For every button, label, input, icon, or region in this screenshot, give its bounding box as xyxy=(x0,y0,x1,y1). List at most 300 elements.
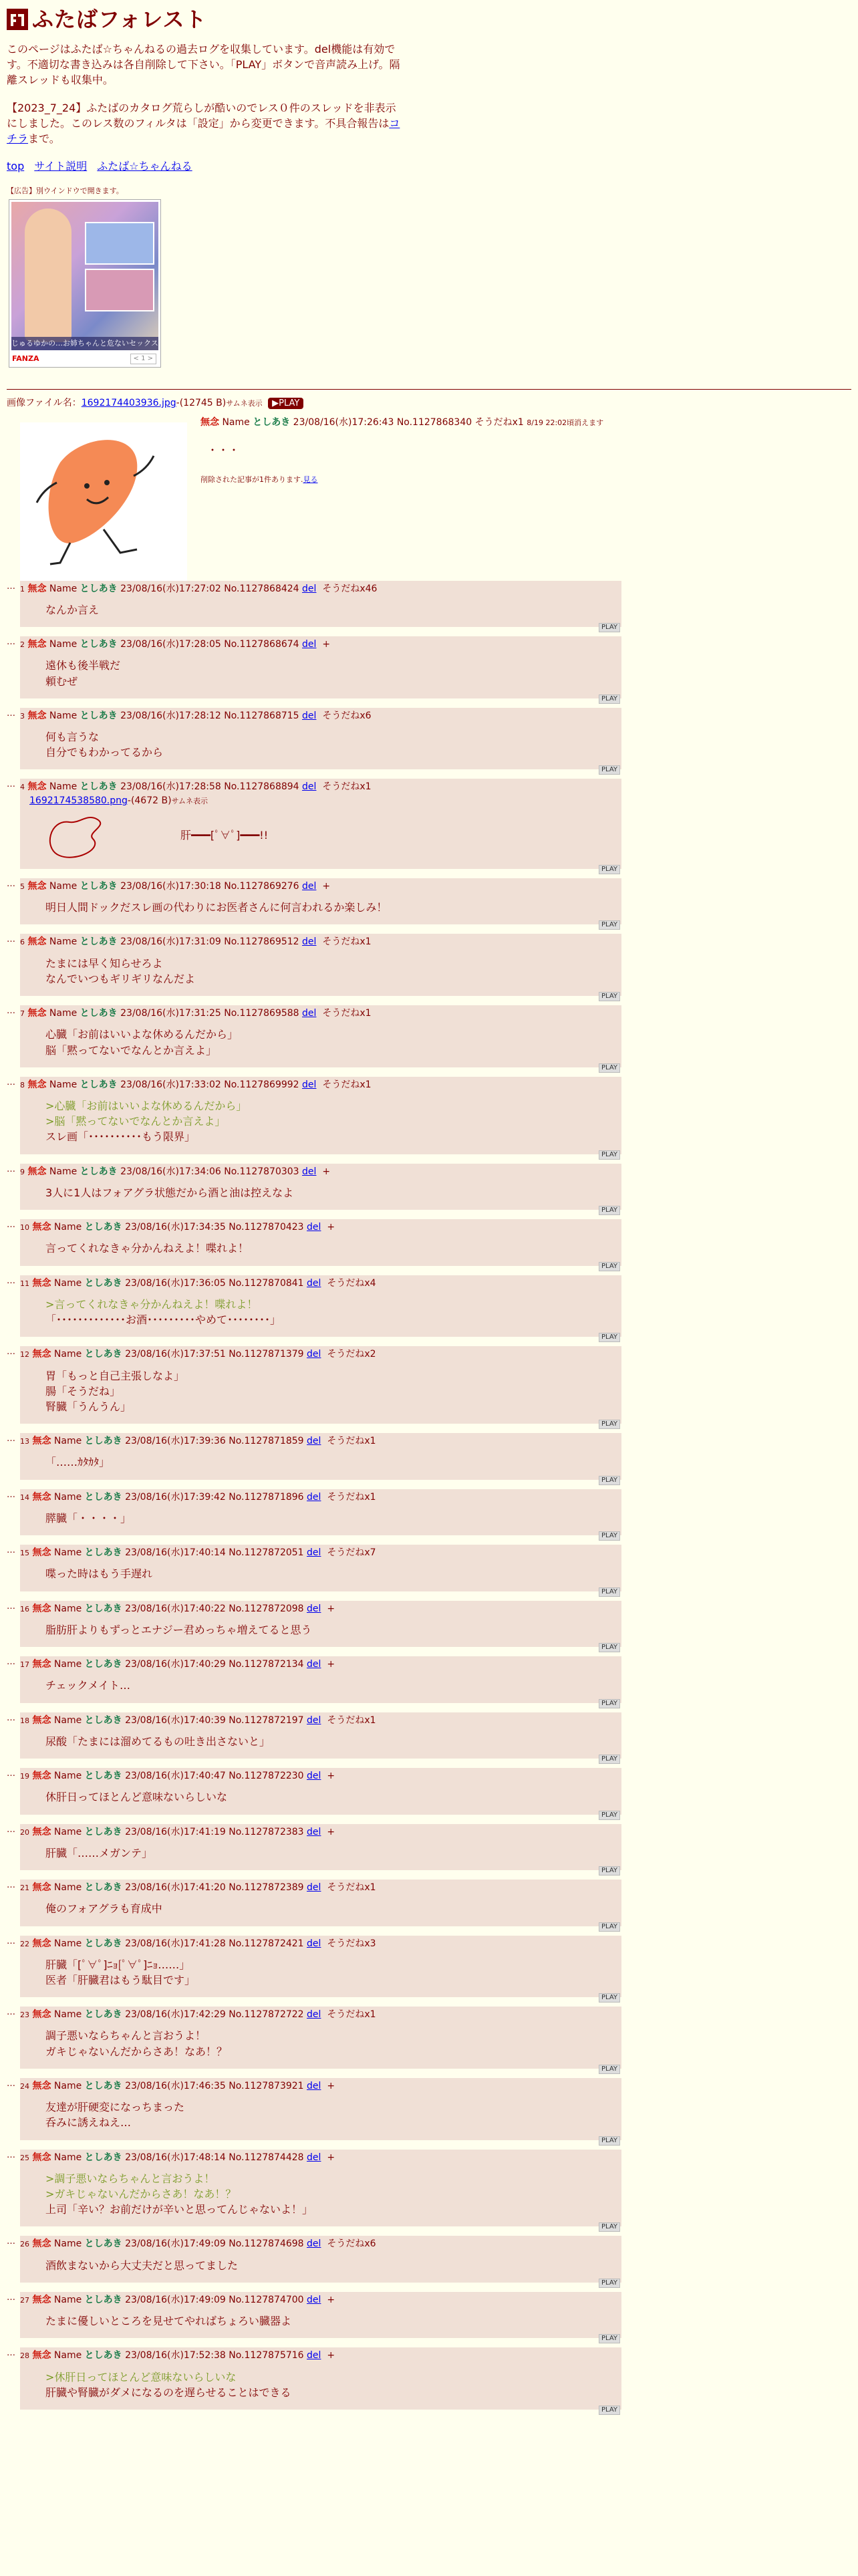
reply-play-button[interactable]: PLAY xyxy=(599,1699,620,1708)
reply-header: 21 無念 Name としあき 23/08/16(水)17:41:20 No.1127872389 del そうだねx1 xyxy=(20,1882,376,1894)
reply-body: 3人に1人はフォアグラ状態だから酒と油は控えなよ xyxy=(45,1186,294,1199)
reply-menu-icon[interactable]: … xyxy=(7,1936,15,1946)
reply-play-button[interactable]: PLAY xyxy=(599,2136,620,2146)
del-link[interactable]: del xyxy=(307,2238,321,2250)
del-link[interactable]: del xyxy=(302,781,317,793)
reply-no[interactable]: No.1127868424 xyxy=(224,583,299,594)
reply-play-button[interactable]: PLAY xyxy=(599,2065,620,2074)
reply-post xyxy=(20,636,621,702)
reply-post xyxy=(20,1880,621,1930)
reply-play-button[interactable]: PLAY xyxy=(599,1476,620,1485)
soudane-button[interactable]: そうだねx3 xyxy=(327,1938,376,1949)
soudane-button[interactable]: そうだねx1 xyxy=(322,781,372,793)
reply-number: 24 xyxy=(20,2081,29,2091)
reply-menu-icon[interactable]: … xyxy=(7,2007,15,2018)
reply-header: 3 無念 Name としあき 23/08/16(水)17:28:12 No.1127868715 del そうだねx6 xyxy=(20,710,372,721)
reply-body: 休肝日ってほとんど意味ないらしいな xyxy=(45,1791,228,1804)
del-link[interactable]: del xyxy=(307,1659,321,1670)
reply-post xyxy=(20,2292,621,2343)
reply-header: 17 無念 Name としあき 23/08/16(水)17:40:29 No.1127872134 del + xyxy=(20,1659,335,1670)
reply-menu-icon[interactable]: … xyxy=(7,637,15,648)
reply-post xyxy=(20,581,621,632)
reply-number: 16 xyxy=(20,1604,29,1614)
reply-post xyxy=(20,1346,621,1428)
reply-play-button[interactable]: PLAY xyxy=(599,1643,620,1652)
soudane-button[interactable]: そうだねx2 xyxy=(327,1349,376,1360)
reply-play-button[interactable]: PLAY xyxy=(599,1063,620,1073)
soudane-button[interactable]: + xyxy=(327,2350,335,2361)
soudane-button[interactable]: + xyxy=(327,2152,335,2163)
reply-menu-icon[interactable]: … xyxy=(7,1769,15,1779)
page xyxy=(0,1,858,2419)
reply-menu-icon[interactable]: … xyxy=(7,2150,15,2160)
reply-header: 16 無念 Name としあき 23/08/16(水)17:40:22 No.1127872098 del + xyxy=(20,1603,335,1614)
reply-header: 10 無念 Name としあき 23/08/16(水)17:34:35 No.1127870423 del + xyxy=(20,1222,335,1233)
reply-post xyxy=(20,1936,621,2002)
site-header xyxy=(7,1,851,37)
del-link[interactable]: del xyxy=(307,2152,321,2163)
reply-row xyxy=(7,1824,621,1880)
soudane-button[interactable]: + xyxy=(322,639,331,650)
reply-body: 酒飲まないから大丈夫だと思ってました xyxy=(45,2259,239,2272)
reply-row xyxy=(7,1656,621,1712)
reply-body: 調子悪いならちゃんと言おうよ！ ガキじゃないんだからさあ！なあ！？ xyxy=(45,2029,228,2058)
reply-header: 11 無念 Name としあき 23/08/16(水)17:36:05 No.1127870841 del そうだねx4 xyxy=(20,1277,376,1289)
reply-number: 21 xyxy=(20,1884,29,1893)
reply-datetime: 23/08/16(水)17:40:29 xyxy=(125,1659,226,1670)
reply-play-button[interactable]: PLAY xyxy=(599,694,620,704)
reply-body: 喋った時はもう手遅れ xyxy=(45,1567,153,1581)
reply-datetime: 23/08/16(水)17:30:18 xyxy=(120,880,221,892)
reply-play-button[interactable]: PLAY xyxy=(599,765,620,775)
ad-brand-logo: FANZA xyxy=(12,354,39,364)
reply-file-line: 1692174538580.png-(4672 B)サムネ表示 xyxy=(29,795,208,806)
del-link[interactable]: del xyxy=(307,1547,321,1559)
reply-header: 2 無念 Name としあき 23/08/16(水)17:28:05 No.1127868674 del + xyxy=(20,639,331,650)
reply-datetime: 23/08/16(水)17:27:02 xyxy=(120,583,221,594)
reply-play-button[interactable]: PLAY xyxy=(599,2222,620,2232)
reply-number: 11 xyxy=(20,1279,29,1288)
del-link[interactable]: del xyxy=(307,2350,321,2361)
del-link[interactable]: del xyxy=(307,1714,321,1726)
reply-no[interactable]: No.1127869276 xyxy=(224,880,299,892)
reply-datetime: 23/08/16(水)17:40:22 xyxy=(125,1603,226,1614)
reply-menu-icon[interactable]: … xyxy=(7,878,15,889)
reply-play-button[interactable]: PLAY xyxy=(599,920,620,930)
reply-body: 肝臓「[ﾟ∀ﾟ]ﾆｮ[ﾟ∀ﾟ]ﾆｮ……」 医者「肝臓君はもう駄目です」 xyxy=(45,1958,196,1986)
reply-no[interactable]: No.1127870841 xyxy=(229,1277,304,1289)
reply-play-button[interactable]: PLAY xyxy=(599,1420,620,1429)
reply-menu-icon[interactable]: … xyxy=(7,1164,15,1174)
reply-menu-icon[interactable]: … xyxy=(7,2078,15,2089)
soudane-button[interactable]: そうだねx1 xyxy=(322,1079,372,1090)
del-link[interactable]: del xyxy=(307,2009,321,2021)
reply-number: 23 xyxy=(20,2011,29,2020)
reply-datetime: 23/08/16(水)17:31:09 xyxy=(120,936,221,948)
del-link[interactable]: del xyxy=(302,639,317,650)
reply-body: >言ってくれなきゃ分かんねえよ！喋れよ！ 「･････････････お酒･････････やめて････････」 xyxy=(20,1290,621,1337)
nav-about-link[interactable]: サイト説明 xyxy=(34,160,88,173)
soudane-button[interactable]: そうだねx4 xyxy=(327,1277,376,1289)
reply-row xyxy=(7,1005,621,1077)
reply-number: 13 xyxy=(20,1437,29,1446)
reply-datetime: 23/08/16(水)17:34:06 xyxy=(120,1166,221,1177)
soudane-button[interactable]: そうだねx46 xyxy=(322,583,378,594)
reply-post xyxy=(20,1768,621,1819)
soudane-button[interactable]: そうだねx6 xyxy=(327,2238,376,2250)
reply-body: 遠休も後半戦だ 頼むぜ xyxy=(45,659,121,688)
reply-datetime: 23/08/16(水)17:42:29 xyxy=(125,2009,226,2021)
reply-header: 26 無念 Name としあき 23/08/16(水)17:49:09 No.1127874698 del そうだねx6 xyxy=(20,2238,376,2250)
reply-no[interactable]: No.1127868894 xyxy=(224,781,299,793)
reply-play-button[interactable]: PLAY xyxy=(599,1866,620,1876)
reply-menu-icon[interactable]: … xyxy=(7,1601,15,1612)
nav-futaba-link[interactable]: ふたば☆ちゃんねる xyxy=(97,160,192,173)
reply-row xyxy=(7,636,621,708)
reply-header: 6 無念 Name としあき 23/08/16(水)17:31:09 No.1127869512 del そうだねx1 xyxy=(20,936,372,948)
reply-play-button[interactable]: PLAY xyxy=(599,865,620,874)
reply-no[interactable]: No.1127872383 xyxy=(229,1826,304,1837)
reply-row xyxy=(7,878,621,934)
reply-menu-icon[interactable]: … xyxy=(7,934,15,945)
reply-number: 20 xyxy=(20,1827,29,1837)
reply-header: 5 無念 Name としあき 23/08/16(水)17:30:18 No.1127869276 del + xyxy=(20,880,331,892)
reply-thumb-toggle[interactable]: サムネ表示 xyxy=(171,796,208,805)
reply-list xyxy=(7,581,621,2419)
reply-play-button[interactable]: PLAY xyxy=(599,1333,620,1342)
reply-body: >心臓「お前はいいよな休めるんだから」 >脳「黙ってないでなんとか言えよ」 スレ画「･･････････もう限界」 xyxy=(20,1091,621,1154)
reply-no[interactable]: No.1127868715 xyxy=(224,710,299,721)
del-link[interactable]: del xyxy=(302,1166,317,1177)
reply-quote: >言ってくれなきゃ分かんねえよ！喋れよ！ xyxy=(45,1297,258,1311)
op-file-line: 画像ファイル名：1692174403936.jpg-(12745 B)サムネ表示 ▶PLAY xyxy=(7,396,851,410)
reply-menu-icon[interactable]: … xyxy=(7,1275,15,1286)
del-link[interactable]: del xyxy=(307,2294,321,2305)
reply-play-button[interactable]: PLAY xyxy=(599,2406,620,2415)
reply-menu-icon[interactable]: … xyxy=(7,1006,15,1017)
del-link[interactable]: del xyxy=(307,1349,321,1360)
reply-datetime: 23/08/16(水)17:33:02 xyxy=(120,1079,221,1090)
reply-row xyxy=(7,1433,621,1489)
reply-datetime: 23/08/16(水)17:49:09 xyxy=(125,2238,226,2250)
reply-menu-icon[interactable]: … xyxy=(7,1489,15,1500)
reply-no[interactable]: No.1127872134 xyxy=(229,1659,304,1670)
op-body: ・・・ xyxy=(207,443,240,457)
del-link[interactable]: del xyxy=(307,1222,321,1233)
reply-post xyxy=(20,2007,621,2073)
reply-number: 12 xyxy=(20,1350,29,1360)
reply-datetime: 23/08/16(水)17:39:36 xyxy=(125,1436,226,1447)
reply-play-button[interactable]: PLAY xyxy=(599,2279,620,2288)
reply-datetime: 23/08/16(水)17:40:39 xyxy=(125,1714,226,1726)
reply-row xyxy=(7,1936,621,2007)
intro xyxy=(7,41,404,146)
soudane-button[interactable]: + xyxy=(327,1603,335,1614)
reply-row xyxy=(7,708,621,779)
soudane-button[interactable]: そうだねx1 xyxy=(327,1714,376,1726)
reply-no[interactable]: No.1127874698 xyxy=(229,2238,304,2250)
reply-body: 肝臓「……メガンテ」 xyxy=(45,1846,153,1859)
soudane-button[interactable]: そうだねx1 xyxy=(322,936,372,948)
reply-no[interactable]: No.1127871379 xyxy=(229,1349,304,1360)
reply-post xyxy=(20,1219,621,1270)
reply-header: 8 無念 Name としあき 23/08/16(水)17:33:02 No.1127869992 del そうだねx1 xyxy=(20,1079,372,1090)
reply-menu-icon[interactable]: … xyxy=(7,581,15,592)
soudane-button[interactable]: + xyxy=(327,1826,335,1837)
reply-menu-icon[interactable]: … xyxy=(7,1712,15,1723)
reply-menu-icon[interactable]: … xyxy=(7,2348,15,2359)
reply-header: 24 無念 Name としあき 23/08/16(水)17:46:35 No.1127873921 del + xyxy=(20,2080,335,2091)
reply-no[interactable]: No.1127872389 xyxy=(229,1882,304,1894)
reply-play-button[interactable]: PLAY xyxy=(599,1993,620,2003)
soudane-button[interactable]: + xyxy=(327,2080,335,2091)
reply-datetime: 23/08/16(水)17:34:35 xyxy=(125,1222,226,1233)
reply-number: 27 xyxy=(20,2295,29,2305)
del-link[interactable]: del xyxy=(307,2080,321,2091)
reply-play-button[interactable]: PLAY xyxy=(599,1811,620,1820)
reply-body: 膵臓「・・・・」 xyxy=(45,1511,132,1525)
reply-row xyxy=(7,1489,621,1545)
reply-no[interactable]: No.1127871896 xyxy=(229,1491,304,1503)
reply-post xyxy=(20,1545,621,1595)
reply-body: 友達が肝硬変になっちまった 呑みに誘えねえ… xyxy=(45,2101,185,2130)
nav-top-link[interactable]: top xyxy=(7,160,25,173)
reply-header: 27 無念 Name としあき 23/08/16(水)17:49:09 No.1127874700 del + xyxy=(20,2294,335,2305)
del-link[interactable]: del xyxy=(302,1008,317,1019)
op-play-button[interactable]: ▶PLAY xyxy=(268,398,303,409)
ad-label: 【広告】別ウインドウで開きます。 xyxy=(7,186,124,196)
soudane-button[interactable]: そうだねx1 xyxy=(327,1882,376,1894)
ad-pager[interactable]: < 1 > xyxy=(130,354,156,365)
reply-no[interactable]: No.1127874700 xyxy=(229,2294,304,2305)
reply-post xyxy=(20,708,621,774)
reply-menu-icon[interactable]: … xyxy=(7,1077,15,1087)
soudane-button[interactable]: そうだねx1 xyxy=(322,1008,372,1019)
reply-menu-icon[interactable]: … xyxy=(7,708,15,719)
op-soudane[interactable]: そうだねx1 xyxy=(474,416,524,428)
reply-no[interactable]: No.1127869512 xyxy=(224,936,299,948)
reply-number: 25 xyxy=(20,2153,29,2162)
reply-datetime: 23/08/16(水)17:41:20 xyxy=(125,1882,226,1894)
reply-no[interactable]: No.1127870303 xyxy=(224,1166,299,1177)
reply-no[interactable]: No.1127870423 xyxy=(229,1222,304,1233)
reply-row xyxy=(7,1545,621,1600)
reply-menu-icon[interactable]: … xyxy=(7,1347,15,1358)
reply-number: 4 xyxy=(20,783,25,792)
reply-body: 尿酸「たまには溜めてるもの吐き出さないと」 xyxy=(45,1734,271,1748)
ad-image[interactable] xyxy=(11,202,158,350)
reply-datetime: 23/08/16(水)17:46:35 xyxy=(125,2080,226,2091)
reply-play-button[interactable]: PLAY xyxy=(599,2334,620,2343)
soudane-button[interactable]: + xyxy=(327,1771,335,1782)
reply-datetime: 23/08/16(水)17:48:14 xyxy=(125,2152,226,2163)
reply-menu-icon[interactable]: … xyxy=(7,1434,15,1444)
del-link[interactable]: del xyxy=(307,1826,321,1837)
reply-post xyxy=(20,1712,621,1763)
del-link[interactable]: del xyxy=(302,880,317,892)
reply-post xyxy=(20,1164,621,1214)
reply-no[interactable]: No.1127872421 xyxy=(229,1938,304,1949)
intro-update: 【2023_7_24】ふたばのカタログ荒らしが酷いのでレス０件のスレッドを非表示にしました。このレス数のフィルタは「設定」から変更できます。不具合報告はコチラまで。 xyxy=(7,101,400,145)
reply-menu-icon[interactable]: … xyxy=(7,1657,15,1668)
reply-datetime: 23/08/16(水)17:52:38 xyxy=(125,2350,226,2361)
reply-menu-icon[interactable]: … xyxy=(7,779,15,790)
reply-body: たまに優しいところを見せてやればちょろい臓器よ xyxy=(45,2315,292,2328)
reply-menu-icon[interactable]: … xyxy=(7,2236,15,2247)
reply-header: 13 無念 Name としあき 23/08/16(水)17:39:36 No.1127871859 del そうだねx1 xyxy=(20,1436,376,1447)
reply-body: >休肝日ってほとんど意味ないらしいな 肝臓や腎臓がダメになるのを遅らせることはできる xyxy=(20,2363,621,2410)
reply-datetime: 23/08/16(水)17:28:12 xyxy=(120,710,221,721)
op-post xyxy=(7,410,851,581)
reply-datetime: 23/08/16(水)17:39:42 xyxy=(125,1491,226,1503)
reply-menu-icon[interactable]: … xyxy=(7,1220,15,1231)
del-link[interactable]: del xyxy=(307,1882,321,1894)
reply-body: 俺のフォアグラも育成中 xyxy=(45,1902,162,1916)
reply-row xyxy=(7,779,621,878)
reply-row xyxy=(7,1219,621,1275)
reply-header: 12 無念 Name としあき 23/08/16(水)17:37:51 No.1127871379 del そうだねx2 xyxy=(20,1349,376,1360)
reply-no[interactable]: No.1127873921 xyxy=(229,2080,304,2091)
reply-body: >調子悪いならちゃんと言おうよ！ >ガキじゃないんだからさあ！なあ！？ 上司「辛い？お前だけが辛いと思ってんじゃないよ！」 xyxy=(20,2164,621,2227)
del-link[interactable]: del xyxy=(307,1436,321,1447)
reply-datetime: 23/08/16(水)17:41:28 xyxy=(125,1938,226,1949)
soudane-button[interactable]: そうだねx6 xyxy=(322,710,372,721)
reply-number: 10 xyxy=(20,1223,29,1233)
reply-row xyxy=(7,1712,621,1768)
reply-row xyxy=(7,2347,621,2419)
reply-datetime: 23/08/16(水)17:31:25 xyxy=(120,1008,221,1019)
reply-number: 5 xyxy=(20,882,25,891)
del-link[interactable]: del xyxy=(307,1491,321,1503)
reply-post xyxy=(20,1275,621,1341)
reply-datetime: 23/08/16(水)17:41:19 xyxy=(125,1826,226,1837)
soudane-button[interactable]: そうだねx1 xyxy=(327,2009,376,2021)
del-link[interactable]: del xyxy=(307,1938,321,1949)
reply-no[interactable]: No.1127869992 xyxy=(224,1079,299,1090)
reply-number: 22 xyxy=(20,1939,29,1948)
reply-post xyxy=(20,2236,621,2287)
reply-number: 6 xyxy=(20,938,25,947)
reply-no[interactable]: No.1127872051 xyxy=(229,1547,304,1559)
reply-quote: >脳「黙ってないでなんとか言えよ」 xyxy=(45,1115,226,1128)
reply-body: なんか言え xyxy=(45,603,100,616)
soudane-button[interactable]: + xyxy=(327,1659,335,1670)
reply-file-link[interactable]: 1692174538580.png xyxy=(29,795,128,806)
reply-post xyxy=(20,1005,621,1071)
reply-number: 19 xyxy=(20,1772,29,1781)
reply-number: 18 xyxy=(20,1716,29,1725)
reply-header: 1 無念 Name としあき 23/08/16(水)17:27:02 No.1127868424 del そうだねx46 xyxy=(20,583,378,594)
reply-datetime: 23/08/16(水)17:40:14 xyxy=(125,1547,226,1559)
reply-header: 20 無念 Name としあき 23/08/16(水)17:41:19 No.1127872383 del + xyxy=(20,1826,335,1837)
del-link[interactable]: del xyxy=(302,1079,317,1090)
soudane-button[interactable]: + xyxy=(327,1222,335,1233)
reply-no[interactable]: No.1127872230 xyxy=(229,1771,304,1782)
reply-menu-icon[interactable]: … xyxy=(7,1824,15,1835)
reply-menu-icon[interactable]: … xyxy=(7,2292,15,2303)
reply-row xyxy=(7,1346,621,1433)
del-link[interactable]: del xyxy=(307,1277,321,1289)
reply-play-button[interactable]: PLAY xyxy=(599,1262,620,1271)
intro-notice: このページはふたば☆ちゃんねるの過去ログを収集しています。del機能は有効です。不適切な書き込みは各自削除して下さい。「PLAY」ボタンで音声読み上げ。隔離スレッドも収集中。 xyxy=(7,43,400,87)
del-link[interactable]: del xyxy=(302,710,317,721)
reply-play-button[interactable]: PLAY xyxy=(599,1531,620,1541)
soudane-button[interactable]: そうだねx7 xyxy=(327,1547,376,1559)
reply-post xyxy=(20,2150,621,2231)
soudane-button[interactable]: + xyxy=(322,880,331,892)
op-image[interactable] xyxy=(20,422,187,581)
del-link[interactable]: del xyxy=(307,1771,321,1782)
reply-no[interactable]: No.1127871859 xyxy=(229,1436,304,1447)
reply-post xyxy=(20,1656,621,1707)
reply-no[interactable]: No.1127868674 xyxy=(224,639,299,650)
show-deleted-link[interactable]: 見る xyxy=(303,475,318,484)
op-expire: 8/19 22:02頃消えます xyxy=(527,418,604,427)
op-file-link[interactable]: 1692174403936.jpg xyxy=(81,398,176,409)
op-deleted-notice: 削除された記事が1件あります.見る xyxy=(200,475,318,484)
reply-menu-icon[interactable]: … xyxy=(7,1545,15,1556)
reply-play-button[interactable]: PLAY xyxy=(599,623,620,632)
reply-body: 明日人間ドックだスレ画の代わりにお医者さんに何言われるか楽しみ！ xyxy=(45,901,388,914)
reply-header: 23 無念 Name としあき 23/08/16(水)17:42:29 No.1127872722 del そうだねx1 xyxy=(20,2009,376,2021)
reply-body: 肝━━━[ﾟ∀ﾟ]━━━!! xyxy=(180,829,269,842)
reply-header: 19 無念 Name としあき 23/08/16(水)17:40:47 No.1127872230 del + xyxy=(20,1771,335,1782)
reply-play-button[interactable]: PLAY xyxy=(599,1587,620,1597)
reply-menu-icon[interactable]: … xyxy=(7,1880,15,1891)
del-link[interactable]: del xyxy=(302,583,317,594)
reply-row xyxy=(7,934,621,1005)
futaba-logo-icon xyxy=(7,9,28,30)
reply-number: 9 xyxy=(20,1167,25,1176)
reply-no[interactable]: No.1127872197 xyxy=(229,1714,304,1726)
reply-no[interactable]: No.1127875716 xyxy=(229,2350,304,2361)
del-link[interactable]: del xyxy=(302,936,317,948)
ad-banner[interactable] xyxy=(9,199,161,368)
op-thumb-toggle[interactable]: サムネ表示 xyxy=(226,399,263,408)
soudane-button[interactable]: そうだねx1 xyxy=(327,1436,376,1447)
reply-number: 28 xyxy=(20,2351,29,2361)
reply-image[interactable] xyxy=(29,809,156,862)
reply-number: 17 xyxy=(20,1660,29,1670)
reply-number: 14 xyxy=(20,1493,29,1502)
reply-body: たまには早く知らせろよ なんでいつもギリギリなんだよ xyxy=(45,956,196,985)
report-link[interactable]: コチラ xyxy=(7,116,400,145)
reply-no[interactable]: No.1127872722 xyxy=(229,2009,304,2021)
soudane-button[interactable]: そうだねx1 xyxy=(327,1491,376,1503)
reply-datetime: 23/08/16(水)17:40:47 xyxy=(125,1771,226,1782)
soudane-button[interactable]: + xyxy=(327,2294,335,2305)
reply-play-button[interactable]: PLAY xyxy=(599,1150,620,1160)
del-link[interactable]: del xyxy=(307,1603,321,1614)
reply-no[interactable]: No.1127869588 xyxy=(224,1008,299,1019)
reply-row xyxy=(7,1880,621,1935)
reply-play-button[interactable]: PLAY xyxy=(599,1922,620,1932)
reply-play-button[interactable]: PLAY xyxy=(599,1755,620,1764)
reply-number: 1 xyxy=(20,584,25,594)
reply-body: 言ってくれなきゃ分かんねえよ！喋れよ！ xyxy=(45,1242,249,1255)
reply-body: 「……ｶﾀｶﾀ」 xyxy=(45,1456,110,1469)
reply-header: 14 無念 Name としあき 23/08/16(水)17:39:42 No.1127871896 del そうだねx1 xyxy=(20,1491,376,1503)
reply-no[interactable]: No.1127872098 xyxy=(229,1603,304,1614)
reply-row xyxy=(7,2236,621,2291)
reply-quote: >ガキじゃないんだからさあ！なあ！？ xyxy=(45,2188,237,2201)
reply-quote: >休肝日ってほとんど意味ないらしいな xyxy=(45,2370,237,2384)
reply-body: 脂肪肝よりもずっとエナジー君めっちゃ増えてると思う xyxy=(45,1623,312,1636)
soudane-button[interactable]: + xyxy=(322,1166,331,1177)
reply-play-button[interactable]: PLAY xyxy=(599,1206,620,1215)
reply-no[interactable]: No.1127874428 xyxy=(229,2152,304,2163)
reply-play-button[interactable]: PLAY xyxy=(599,992,620,1001)
